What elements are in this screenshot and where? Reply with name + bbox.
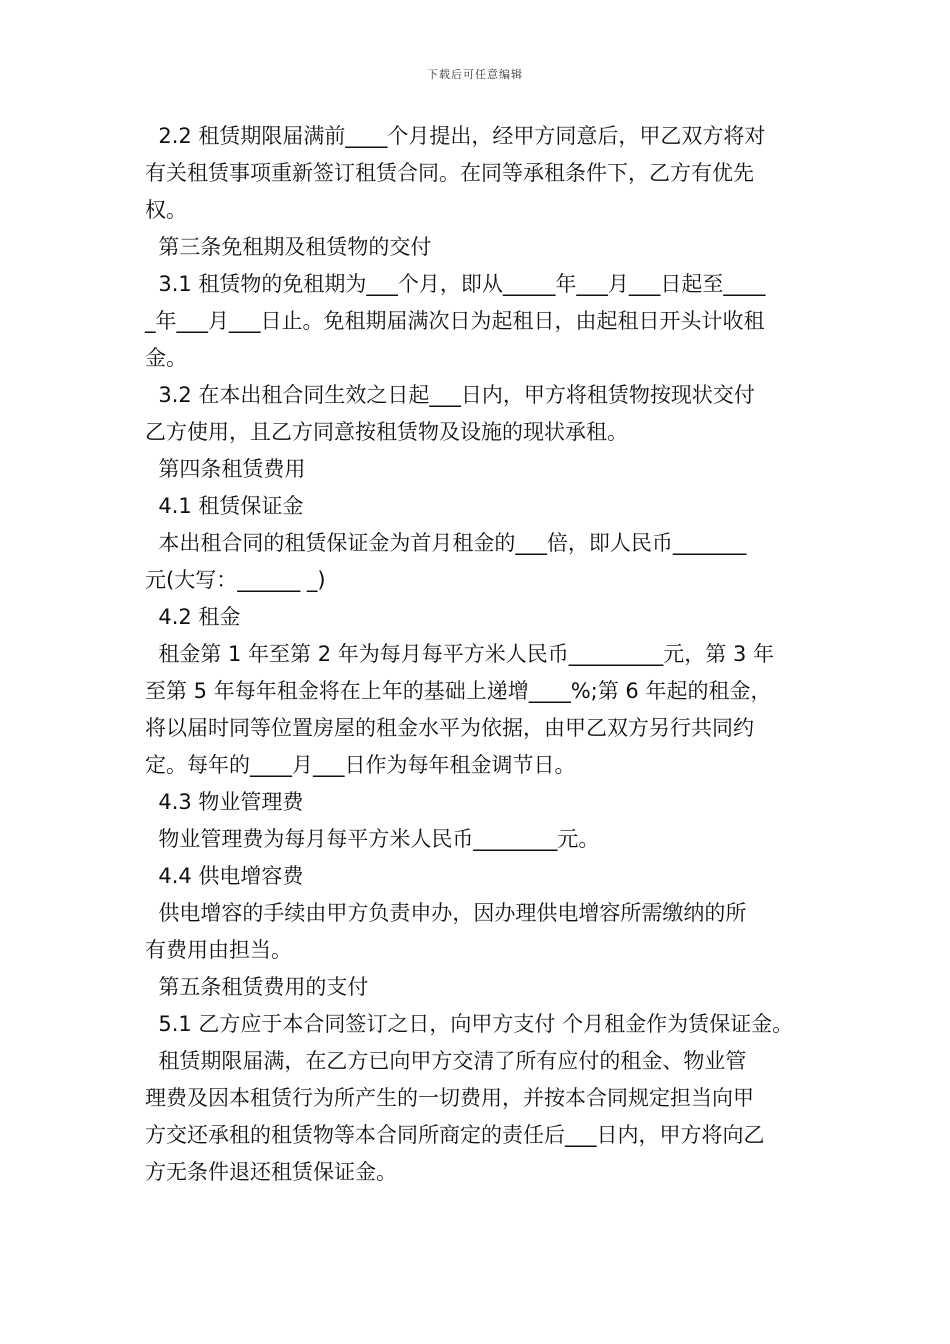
text-line: 将以届时同等位置房屋的租金水平为依据，由甲乙双方另行共同约 — [145, 716, 754, 740]
contract-body — [145, 118, 810, 1191]
text-line: 3.2 在本出租合同生效之日起___日内，甲方将租赁物按现状交付 — [145, 383, 755, 407]
text-line: 4.4 供电增容费 — [145, 864, 304, 888]
text-line: 第四条租赁费用 — [145, 457, 306, 481]
text-line: 第五条租赁费用的支付 — [145, 975, 369, 999]
text-line: 3.1 租赁物的免租期为___个月，即从_____年___月___日起至____ — [145, 272, 766, 296]
text-line: 第三条免租期及租赁物的交付 — [145, 235, 432, 259]
text-line: 5.1 乙方应于本合同签订之日，向甲方支付 个月租金作为赁保证金。 — [145, 1012, 794, 1036]
text-line: 本出租合同的租赁保证金为首月租金的___倍，即人民币_______ — [145, 531, 747, 555]
text-line: 有关租赁事项重新签订租赁合同。在同等承租条件下，乙方有优先 — [145, 161, 754, 185]
text-line: 4.1 租赁保证金 — [145, 494, 304, 518]
text-line: 乙方使用，且乙方同意按租赁物及设施的现状承租。 — [145, 420, 628, 444]
text-line: 有费用由担当。 — [145, 938, 292, 962]
text-line: 租赁期限届满，在乙方已向甲方交清了所有应付的租金、物业管 — [145, 1049, 747, 1073]
text-line: 物业管理费为每月每平方米人民币________元。 — [145, 827, 600, 851]
text-line: 理费及因本租赁行为所产生的一切费用，并按本合同规定担当向甲 — [145, 1086, 754, 1110]
text-line: 供电增容的手续由甲方负责申办，因办理供电增容所需缴纳的所 — [145, 901, 747, 925]
text-line: 方交还承租的租赁物等本合同所商定的责任后___日内，甲方将向乙 — [145, 1123, 765, 1147]
text-line: 租金第 1 年至第 2 年为每月每平方米人民币_________元，第 3 年 — [145, 642, 774, 666]
text-line: 定。每年的____月___日作为每年租金调节日。 — [145, 753, 576, 777]
text-line: 金。 — [145, 346, 187, 370]
text-line: _年___月___日止。免租期届满次日为起租日，由起租日开头计收租 — [145, 309, 765, 333]
text-line: 至第 5 年每年租金将在上年的基础上递增____%;第 6 年起的租金， — [145, 679, 772, 703]
text-line: 2.2 租赁期限届满前____个月提出，经甲方同意后，甲乙双方将对 — [145, 124, 766, 148]
page-header: 下载后可任意编辑 — [427, 68, 523, 81]
text-line: 权。 — [145, 198, 187, 222]
text-line: 4.2 租金 — [145, 605, 241, 629]
text-line: 4.3 物业管理费 — [145, 790, 304, 814]
text-line: 方无条件退还租赁保证金。 — [145, 1160, 397, 1184]
text-line: 元(大写：______ _) — [145, 568, 326, 592]
